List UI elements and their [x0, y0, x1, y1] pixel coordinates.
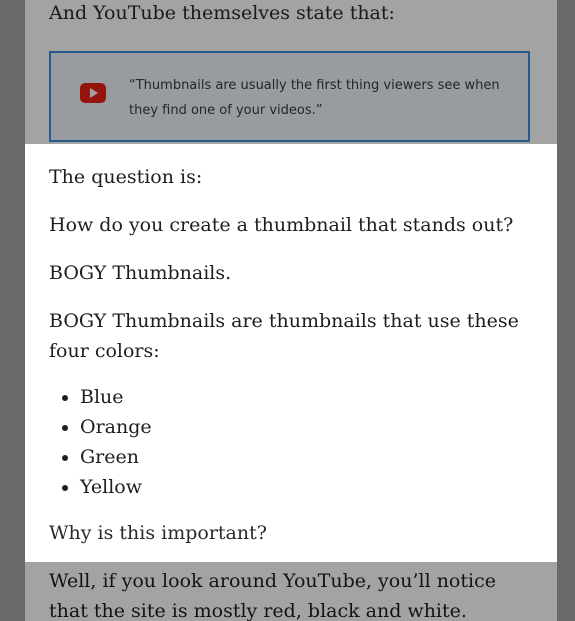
- dim-overlay-top: [0, 0, 575, 144]
- list-item: • Yellow: [80, 472, 533, 502]
- dim-overlay-left: [0, 144, 25, 562]
- colors-list: [49, 382, 533, 502]
- lead-paragraph: And YouTube themselves state that:: [49, 2, 395, 24]
- paragraph-question: The question is:: [49, 166, 203, 188]
- list-item: • Blue: [80, 382, 533, 412]
- quote-text: “Thumbnails are usually the first thing viewers see when they find one of your videos.”: [129, 78, 500, 118]
- dim-overlay-right: [557, 144, 575, 562]
- paragraph-bogy-definition: BOGY Thumbnails are thumbnails that use these four colors:: [49, 310, 519, 362]
- list-item: • Green: [80, 442, 533, 472]
- dim-overlay-bottom: [0, 562, 575, 621]
- article-body: [49, 162, 533, 621]
- paragraph-next: Well, if you look around YouTube, you’ll notice that the site is mostly red, black and white.: [49, 570, 496, 621]
- paragraph-why: Why is this important?: [49, 522, 267, 544]
- paragraph-how: How do you create a thumbnail that stands out?: [49, 214, 514, 236]
- list-item: • Orange: [80, 412, 533, 442]
- paragraph-bogy: BOGY Thumbnails.: [49, 262, 232, 284]
